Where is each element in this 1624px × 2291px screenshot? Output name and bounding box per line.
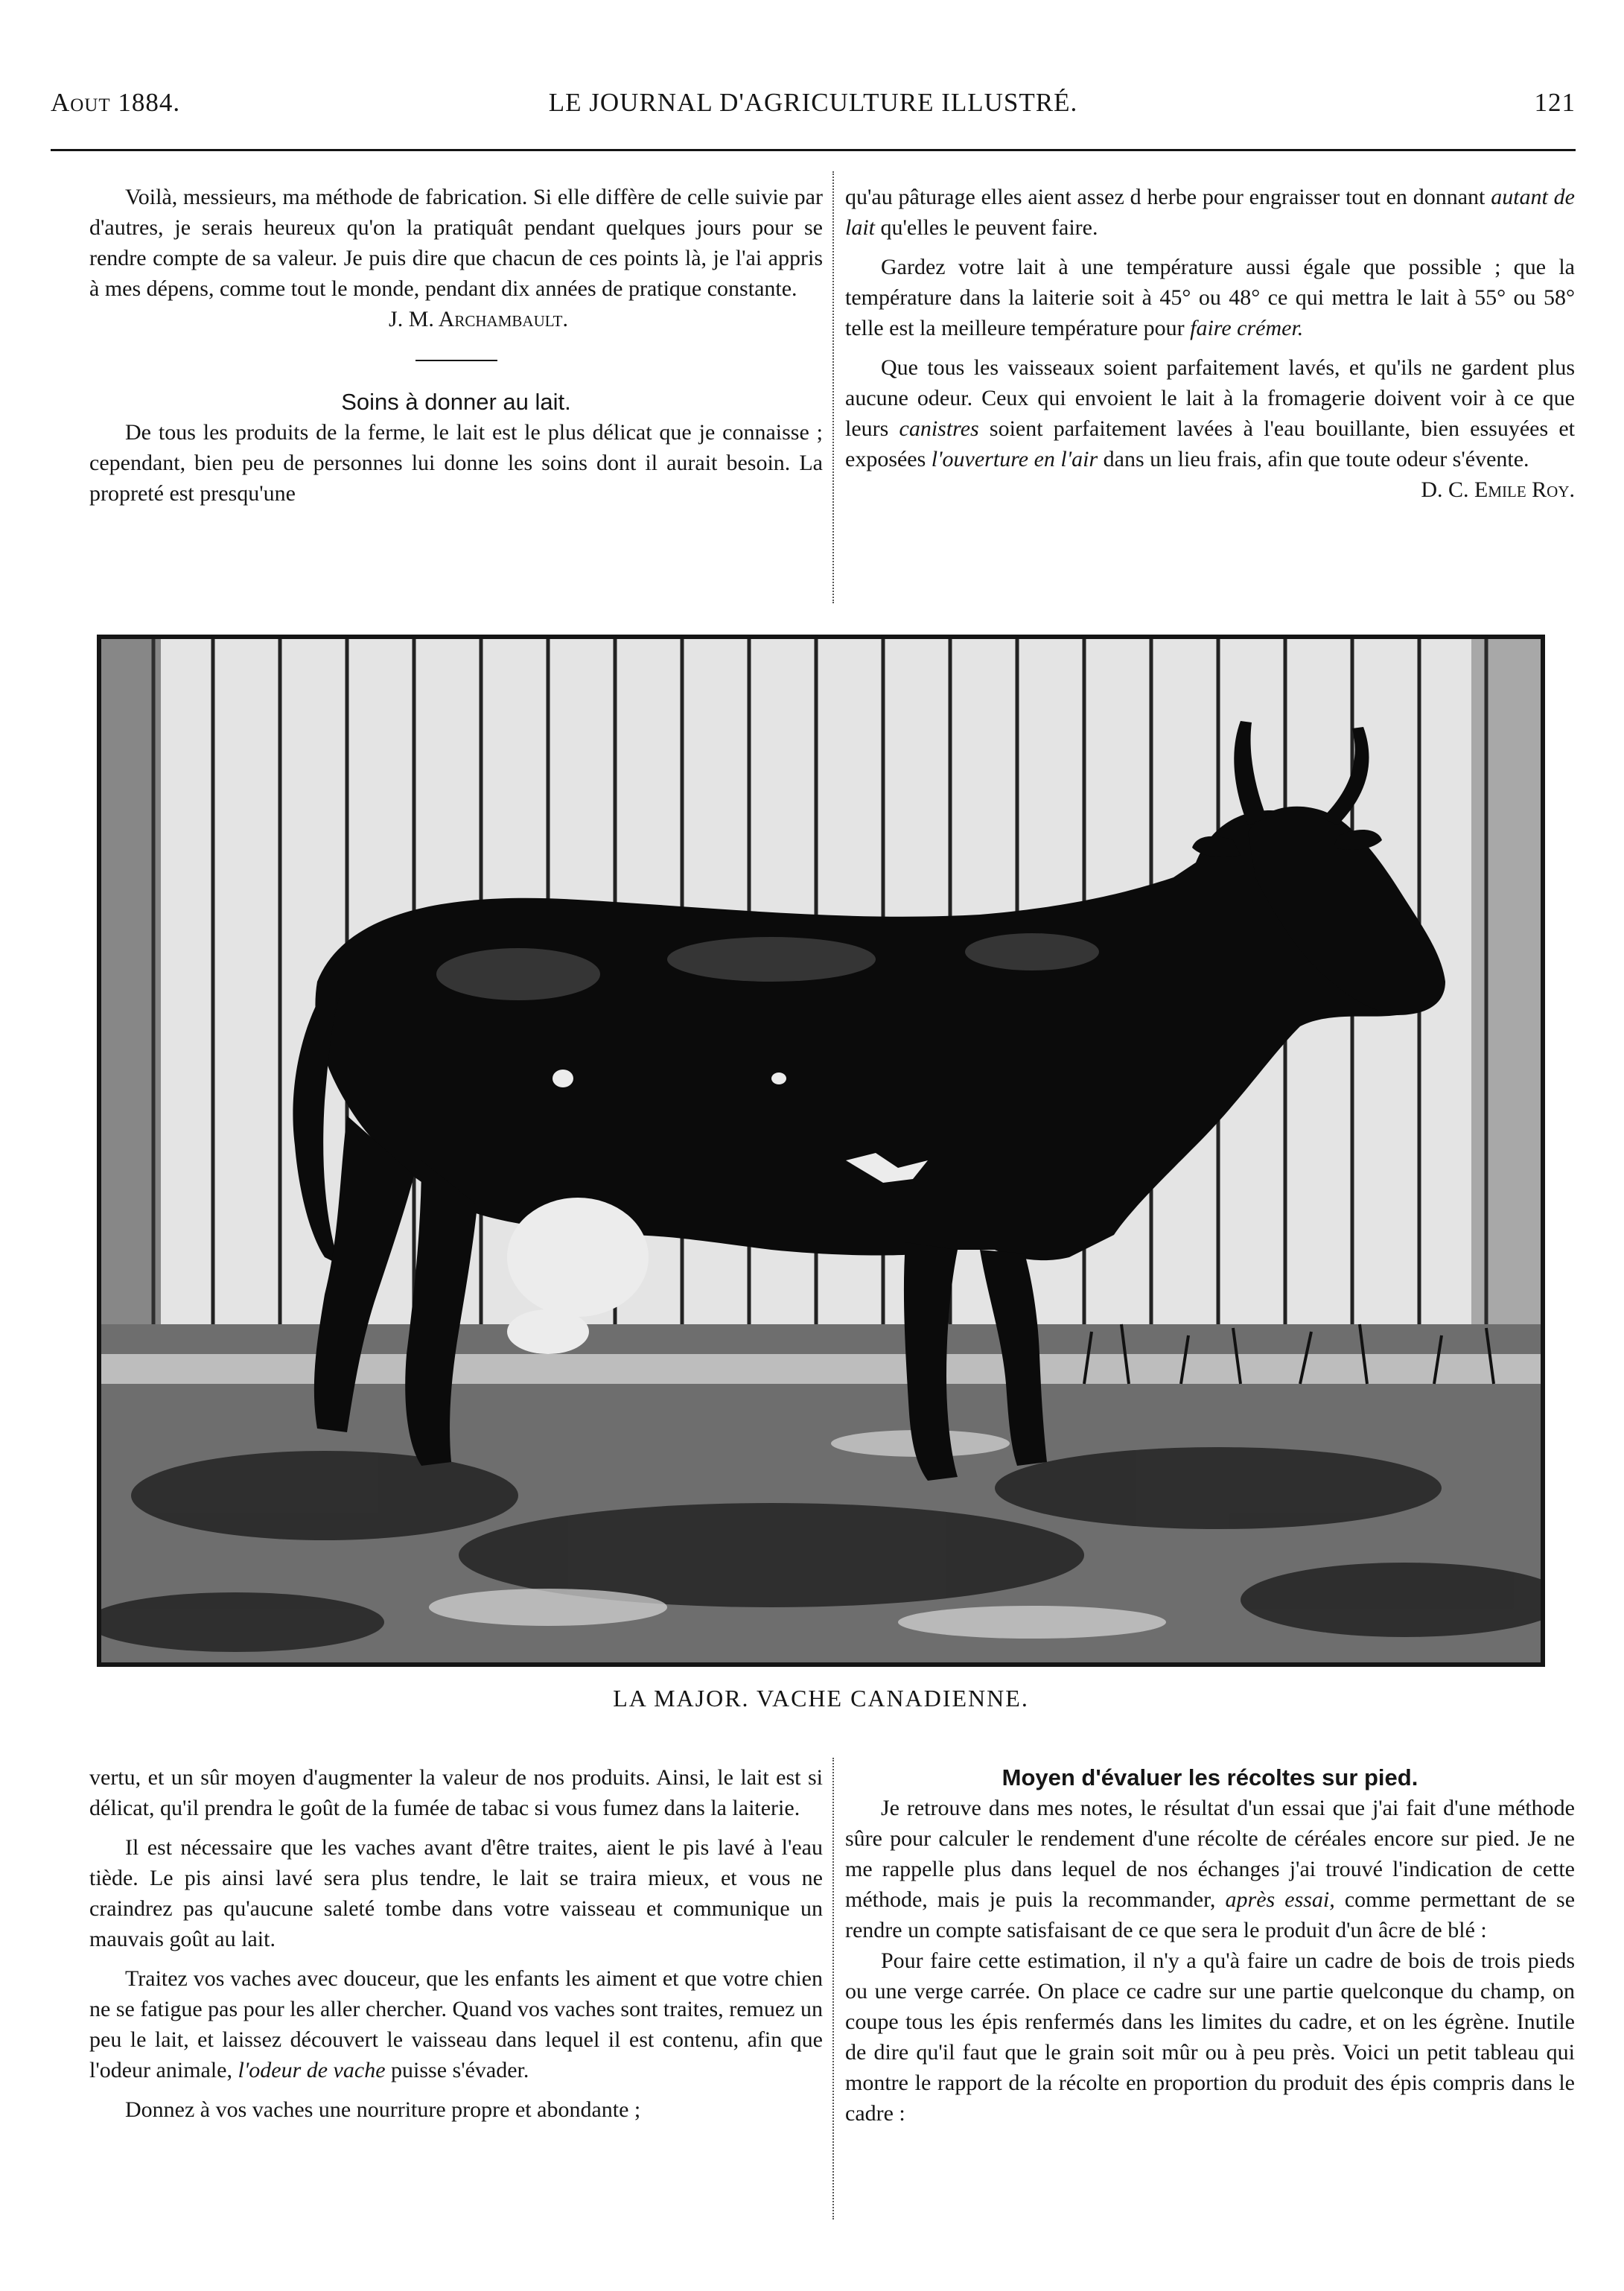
emphasis: après essai,	[1225, 1887, 1335, 1912]
author-signature: D. C. Emile Roy.	[1421, 477, 1575, 502]
column-divider	[832, 171, 834, 603]
emphasis: l'odeur de vache	[238, 2058, 386, 2082]
paragraph: vertu, et un sûr moyen d'augmenter la valeur de nos produits. Ainsi, le lait est si délicat, qu'il prendra le goût de la fumée de tabac si vous fumez dans la laiterie.	[89, 1765, 823, 1820]
section-title: Soins à donner au lait.	[341, 389, 571, 415]
paragraph: Donnez à vos vaches une nourriture propre et abondante ;	[125, 2097, 641, 2122]
section-title: Moyen d'évaluer les récoltes sur pied.	[1002, 1764, 1418, 1790]
paragraph: Voilà, messieurs, ma méthode de fabrication. Si elle diffère de celle suivie par d'autres, je serais heureux qu'on la pratiquât pendant quelques jours pour se rendre compte de sa valeur. Je puis dire que chacun de ces points là, je l'ai appris à mes dépens, comme tout le monde, pendant dix années de pratique constante.	[89, 185, 823, 301]
cow-illustration	[97, 635, 1545, 1667]
section-divider	[415, 360, 497, 361]
page-number: 121	[1534, 88, 1576, 117]
journal-title: LE JOURNAL D'AGRICULTURE ILLUSTRÉ.	[548, 88, 1078, 117]
column-top-left	[89, 182, 823, 509]
paragraph: Gardez votre lait à une température aussi égale que possible ; que la température dans la laiterie soit à 45° ou 48° ce qui mettra le lait à 55° ou 58° telle est la meilleure température pour faire crémer.	[845, 255, 1575, 340]
emphasis: l'ouverture en l'air	[931, 447, 1098, 471]
figure-caption: LA MAJOR. VACHE CANADIENNE.	[613, 1685, 1029, 1712]
column-bottom-left	[89, 1762, 823, 2125]
column-top-right	[845, 182, 1575, 505]
paragraph: Que tous les vaisseaux soient parfaitement lavés, et qu'ils ne gardent plus aucune odeur. Ceux qui envoient le lait à la fromagerie doivent voir à ce que leurs canistres soient parfaitement lavées à l'eau bouillante, bien essuyées et exposées l'ouverture en l'air dans un lieu frais, afin que toute odeur s'évente.	[845, 355, 1575, 471]
running-header	[51, 88, 1576, 133]
author-signature: J. M. Archambault.	[389, 307, 568, 331]
paragraph: qu'au pâturage elles aient assez d herbe pour engraisser tout en donnant autant de lait qu'elles le peuvent faire.	[845, 185, 1575, 240]
column-bottom-right	[845, 1762, 1575, 2129]
column-divider	[832, 1758, 834, 2219]
header-rule	[51, 149, 1576, 151]
issue-date: Aout 1884.	[51, 88, 181, 117]
paragraph: De tous les produits de la ferme, le lait est le plus délicat que je connaisse ; cependant, bien peu de personnes lui donne les soins dont il aurait besoin. La propreté est presqu'une	[89, 420, 823, 506]
emphasis: autant de lait	[845, 185, 1575, 240]
paragraph: Traitez vos vaches avec douceur, que les enfants les aiment et que votre chien ne se fatigue pas pour les aller chercher. Quand vos vaches sont traites, remuez un peu le lait, et laissez découvert le vaisseau dans lequel il est contenu, afin que l'odeur animale, l'odeur de vache puisse s'évader.	[89, 1966, 823, 2082]
paragraph: Il est nécessaire que les vaches avant d'être traites, aient le pis lavé à l'eau tiède. Le pis ainsi lavé sera plus tendre, le lait se traira mieux, et vous ne craindrez pas qu'aucune saleté tombe dans votre vaisseau et communique un mauvais goût au lait.	[89, 1835, 823, 1951]
paragraph: Pour faire cette estimation, il n'y a qu'à faire un cadre de bois de trois pieds ou une verge carrée. On place ce cadre sur une partie quelconque du champ, on coupe tous les épis renfermés dans les limites du cadre, et on les égrène. Inutile de dire qu'il faut que le grain soit mûr ou à peu près. Voici un petit tableau qui montre le rapport de la récolte en proportion du produit des épis compris dans le cadre :	[845, 1948, 1575, 2126]
emphasis: faire crémer.	[1190, 316, 1304, 340]
paragraph: Je retrouve dans mes notes, le résultat d'un essai que j'ai fait d'une méthode sûre pour calculer le rendement d'une récolte de céréales encore sur pied. Je ne me rappelle plus dans lequel de nos échanges j'ai trouvé l'indication de cette méthode, mais je puis la recommander, après essai, comme permettant de se rendre un compte satisfaisant de ce que sera le produit d'un âcre de blé :	[845, 1796, 1576, 1942]
emphasis: canistres	[899, 416, 979, 441]
